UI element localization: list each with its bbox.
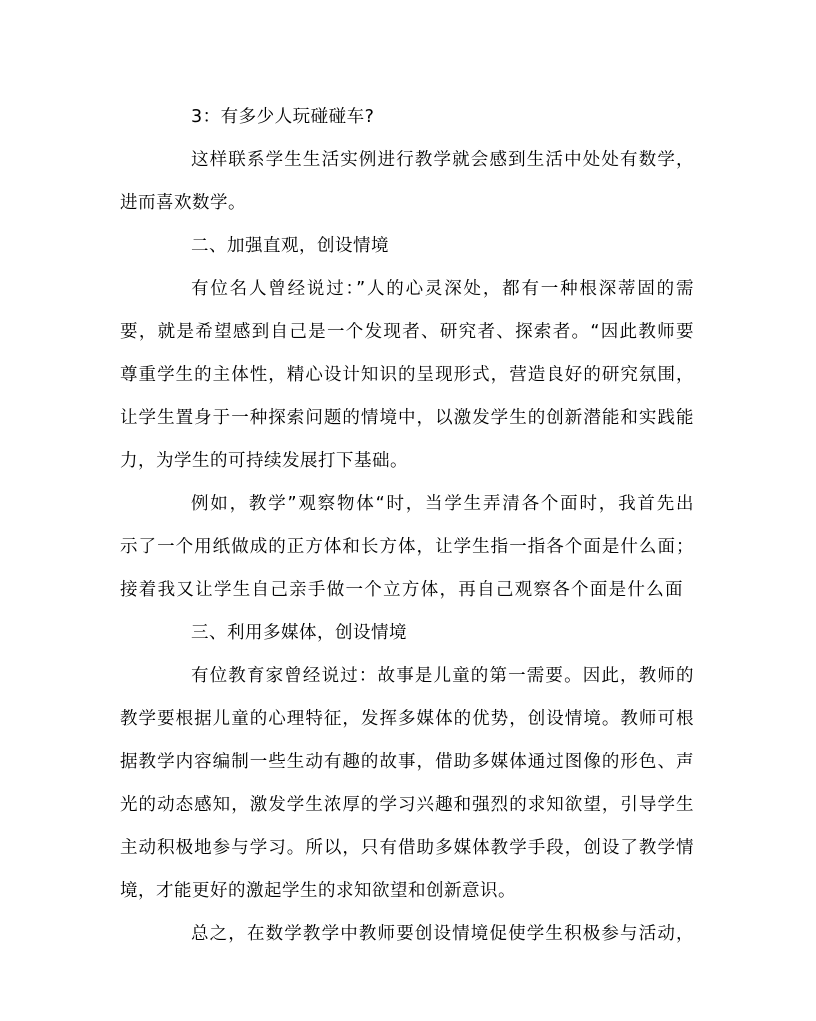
- paragraph-line: 有位名人曾经说过：”人的心灵深处，都有一种根深蒂固的需: [191, 279, 694, 299]
- paragraph-line: 境，才能更好的激起学生的求知欲望和创新意识。: [120, 881, 516, 901]
- paragraph-line: 有位教育家曾经说过：故事是儿童的第一需要。因此，教师的: [191, 666, 694, 686]
- section-heading-2: 二、加强直观，创设情境: [191, 236, 389, 256]
- paragraph-line: 总之，在数学教学中教师要创设情境促使学生积极参与活动，: [191, 924, 694, 944]
- paragraph-line: 这样联系学生生活实例进行教学就会感到生活中处处有数学，: [191, 150, 694, 170]
- paragraph-line: 示了一个用纸做成的正方体和长方体，让学生指一指各个面是什么面；: [120, 537, 694, 557]
- section-heading-3: 三、利用多媒体，创设情境: [191, 623, 407, 643]
- paragraph-line: 接着我又让学生自己亲手做一个立方体，再自己观察各个面是什么面: [120, 580, 683, 600]
- paragraph-line: 力，为学生的可持续发展打下基础。: [120, 451, 408, 471]
- paragraph-line: 主动积极地参与学习。所以，只有借助多媒体教学手段，创设了教学情: [120, 838, 694, 858]
- paragraph-line: 尊重学生的主体性，精心设计知识的呈现形式，营造良好的研究氛围，: [120, 365, 694, 385]
- paragraph-line: 据教学内容编制一些生动有趣的故事，借助多媒体通过图像的形色、声: [120, 752, 694, 772]
- paragraph-line: 例如，教学”观察物体“时，当学生弄清各个面时，我首先出: [191, 494, 694, 514]
- paragraph-line: 要，就是希望感到自己是一个发现者、研究者、探索者。“因此教师要: [120, 322, 694, 342]
- paragraph-line: 进而喜欢数学。: [120, 193, 246, 213]
- paragraph-line: 让学生置身于一种探索问题的情境中，以激发学生的创新潜能和实践能: [120, 408, 694, 428]
- paragraph-line: 教学要根据儿童的心理特征，发挥多媒体的优势，创设情境。教师可根: [120, 709, 694, 729]
- list-item-3: 3：有多少人玩碰碰车?: [191, 107, 375, 127]
- paragraph-line: 光的动态感知，激发学生浓厚的学习兴趣和强烈的求知欲望，引导学生: [120, 795, 694, 815]
